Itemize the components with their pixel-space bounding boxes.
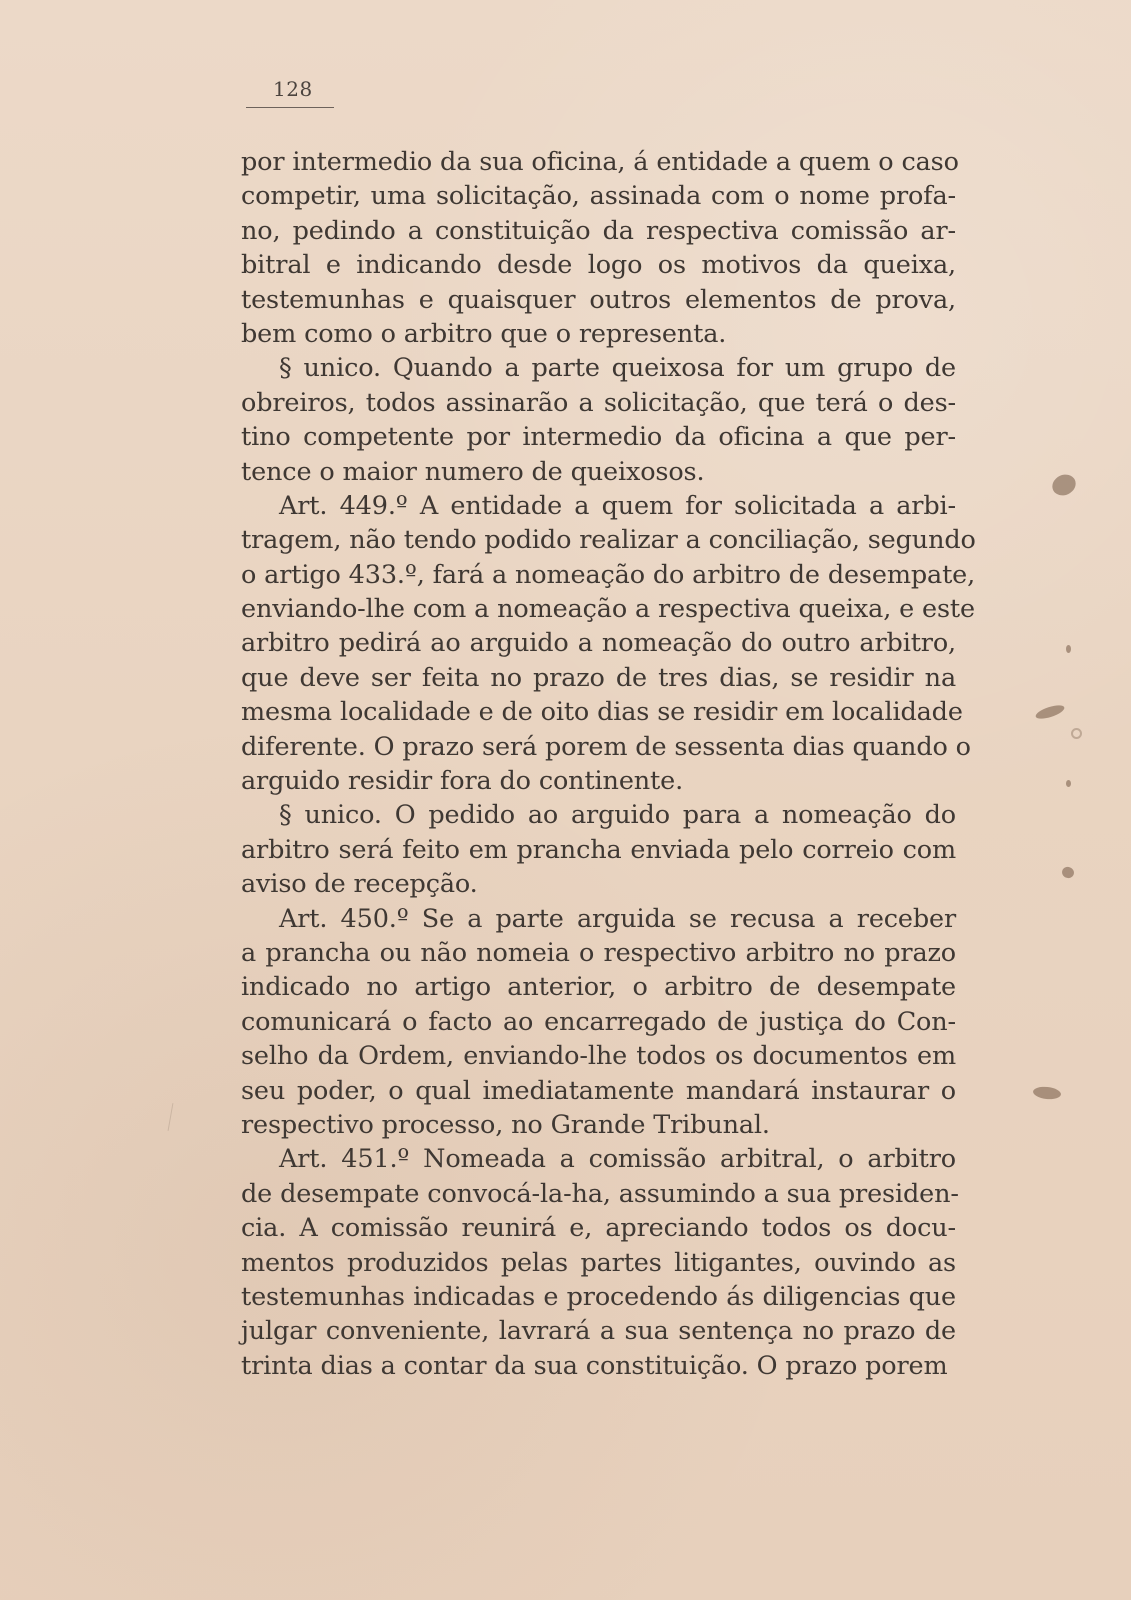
text-line: de desempate convocá-la-ha, assumindo a sua presiden- [241,1178,959,1209]
text-line: competir, uma solicitação, assinada com o nome profa- [241,181,956,212]
text-line: a prancha ou não nomeia o respectivo arbitro no prazo [241,937,956,968]
text-line: enviando-lhe com a nomeação a respectiva queixa, e este [241,594,975,625]
text-line: § unico. Quando a parte queixosa for um grupo de [279,353,956,384]
text-line: diferente. O prazo será porem de sessenta dias quando o [241,731,971,762]
text-line: tino competente por intermedio da oficina a que per- [241,422,956,453]
text-line: arguido residir fora do continente. [241,766,684,797]
text-line: Art. 449.º A entidade a quem for solicitada a arbi- [279,490,956,521]
page-text [241,145,976,1383]
text-line: o artigo 433.º, fará a nomeação do arbitro de desempate, [241,559,976,590]
text-line: testemunhas e quaisquer outros elementos de prova, [241,284,956,315]
text-line: julgar conveniente, lavrará a sua sentença no prazo de [241,1316,956,1347]
ink-stain [1032,1086,1061,1101]
text-line: indicado no artigo anterior, o arbitro de desempate [241,972,956,1003]
page-number-rule [246,107,334,108]
text-line: trinta dias a contar da sua constituição. O prazo porem [241,1350,948,1381]
ink-stain [1034,703,1066,722]
page-header [246,77,336,117]
text-line: § unico. O pedido ao arguido para a nomeação do [279,800,956,831]
ink-stain [1060,865,1075,879]
ink-stain [1071,728,1082,739]
text-line: testemunhas indicadas e procedendo ás diligencias que [241,1281,956,1312]
ink-stain [1066,780,1071,787]
text-line: mentos produzidos pelas partes litigantes, ouvindo as [241,1247,956,1278]
text-line: arbitro será feito em prancha enviada pelo correio com [241,834,956,865]
text-line: Art. 451.º Nomeada a comissão arbitral, o arbitro [279,1144,956,1175]
text-line: cia. A comissão reunirá e, apreciando todos os docu- [241,1213,956,1244]
text-line: seu poder, o qual imediatamente mandará instaurar o [241,1075,956,1106]
text-line: comunicará o facto ao encarregado de justiça do Con- [241,1006,956,1037]
text-line: aviso de recepção. [241,869,478,900]
text-line: mesma localidade e de oito dias se residir em localidade [241,697,963,728]
text-line: respectivo processo, no Grande Tribunal. [241,1109,770,1140]
text-line: bitral e indicando desde logo os motivos da queixa, [241,250,956,281]
ink-stain [1066,645,1071,653]
ink-stain [1049,471,1079,499]
text-line: por intermedio da sua oficina, á entidade a quem o caso [241,147,959,177]
text-line: que deve ser feita no prazo de tres dias, se residir na [241,662,956,693]
text-line: tragem, não tendo podido realizar a conciliação, segundo [241,525,976,556]
margin-mark [168,1103,174,1131]
text-line: arbitro pedirá ao arguido a nomeação do outro arbitro, [241,628,956,659]
text-line: tence o maior numero de queixosos. [241,456,705,487]
page-number: 128 [273,77,313,101]
text-line: no, pedindo a constituição da respectiva comissão ar- [241,215,956,246]
text-line: Art. 450.º Se a parte arguida se recusa a receber [279,903,956,934]
text-line: selho da Ordem, enviando-lhe todos os documentos em [241,1041,956,1072]
text-line: bem como o arbitro que o representa. [241,318,727,349]
text-line: obreiros, todos assinarão a solicitação, que terá o des- [241,387,956,418]
